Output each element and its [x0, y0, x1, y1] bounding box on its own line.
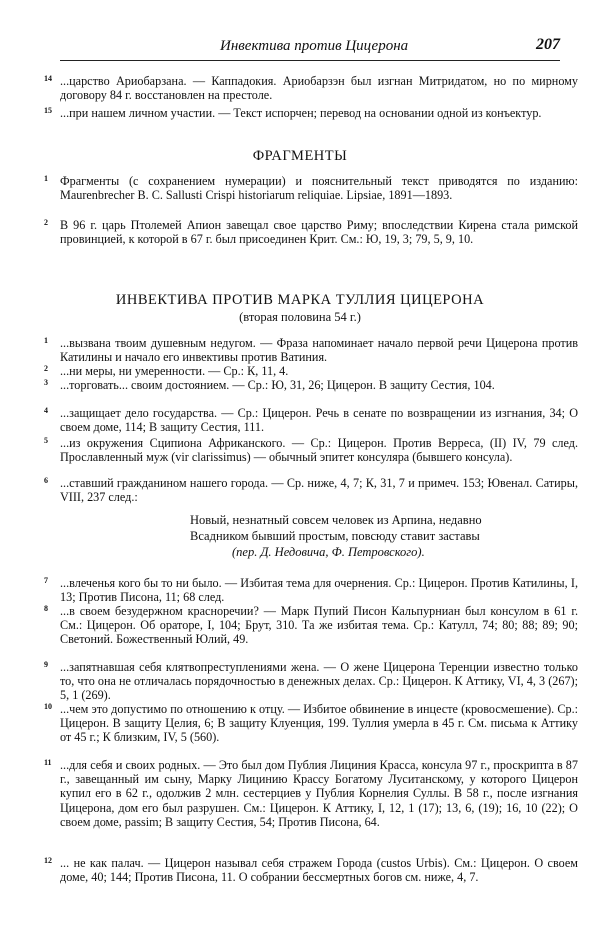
fragment-note-1 — [44, 174, 578, 203]
note-text: ...торговать... своим достоянием. — Ср.: Ю, 31, 26; Цицерон. В защиту Сестия, 104. — [60, 378, 495, 392]
note-number: 4 — [44, 406, 48, 415]
invective-subtitle: (вторая половина 54 г.) — [239, 310, 361, 324]
fragments-heading: ФРАГМЕНТЫ — [252, 148, 348, 164]
note-text: ...вызвана твоим душевным недугом. — Фраза напоминает начало первой речи Цицерона против Катилины и начало его инвективы против Ватиния. — [60, 336, 578, 365]
note-text: ...из окружения Сципиона Африканского. — Ср.: Цицерон. Против Верреса, (II) IV, 79 след. Прославленный муж (vir clarissimus) — обычный эпитет консуляра (бывшего консула). — [60, 436, 578, 465]
invective-note-9 — [44, 660, 578, 703]
note-number: 11 — [44, 758, 52, 767]
note-text: Фрагменты (с сохранением нумерации) и пояснительный текст приводятся по изданию: Maurenbrecher B. C. Sallusti Crispi historiarum reliquiae. Lipsiae, 1891—1893. — [60, 174, 578, 203]
invective-note-5 — [44, 436, 578, 465]
note-text: ...защищает дело государства. — Ср.: Цицерон. Речь в сенате по возвращении из изгнания, 34; О своем доме, 114; В защиту Сестия, 111. — [60, 406, 578, 435]
invective-note-4 — [44, 406, 578, 435]
note-text: В 96 г. царь Птолемей Апион завещал свое царство Риму; впоследствии Кирена стала римской провинцией, к которой в 67 г. был присоединен Крит. См.: Ю, 19, 3; 79, 5, 9, 10. — [60, 218, 578, 247]
note-number: 10 — [44, 702, 52, 711]
note-number: 6 — [44, 476, 48, 485]
verse-quote — [190, 512, 550, 560]
invective-note-11 — [44, 758, 578, 829]
invective-note-10 — [44, 702, 578, 745]
note-number: 5 — [44, 436, 48, 445]
invective-note-3 — [44, 378, 578, 392]
note-text: ...для себя и своих родных. — Это был дом Публия Лициния Красса, консула 97 г., проскрипта в 87 г., завещанный им сыну, Марку Лицинию Крассу Богатому Луситанскому, у которого Цицерон купил его в 62 г., одолжив 2 млн. сестерциев у Публия Корнелия Суллы. В 58 г., после изгнания Цицерона, дом его был разрушен. См.: Цицерон. К Аттику, I, 12, 1 (17); 13, 6, (19); 16, 10 (22); О своем доме, passim; В защиту Сестия, 54; Против Писона, 64. — [60, 758, 578, 829]
note-text: ...чем это допустимо по отношению к отцу. — Избитое обвинение в инцесте (кровосмешение). Ср.: Цицерон. В защиту Целия, 6; В защиту Клуенция, 199. Туллия умерла в 45 г. См. письма к Аттику от 45 г.; К близким, IV, 5 (560). — [60, 702, 578, 745]
note-number: 12 — [44, 856, 52, 865]
note-number: 3 — [44, 378, 48, 387]
fragment-note-2 — [44, 218, 578, 247]
note-text: ... не как палач. — Цицерон называл себя стражем Города (custos Urbis). См.: Цицерон. О своем доме, 40; 144; Против Писона, 11. О собрании бессмертных богов см. ниже, 4, 7. — [60, 856, 578, 885]
running-header — [60, 34, 560, 61]
invective-note-1 — [44, 336, 578, 365]
note-number: 15 — [44, 106, 52, 115]
note-number: 9 — [44, 660, 48, 669]
note-14 — [44, 74, 578, 103]
note-text: ...запятнавшая себя клятвопреступлениями жена. — О жене Цицерона Теренции известно только то, что она не отличалась порядочностью в денежных делах. Ср.: Цицерон. К Аттику, VI, 4, 3 (267); 5, 1 (269). — [60, 660, 578, 703]
invective-note-2 — [44, 364, 578, 378]
note-text: ...влеченья кого бы то ни было. — Избитая тема для очернения. Ср.: Цицерон. Против Катилины, I, 13; Против Писона, 11; 68 след. — [60, 576, 578, 605]
verse-line: Новый, незнатный совсем человек из Арпина, недавно — [190, 513, 482, 527]
note-number: 14 — [44, 74, 52, 83]
invective-note-7 — [44, 576, 578, 605]
page-number: 207 — [536, 36, 560, 53]
invective-note-6 — [44, 476, 578, 505]
note-text: ...царство Ариобарзана. — Каппадокия. Ариобарзэн был изгнан Митридатом, но по мирному договору 84 г. восстановлен на престоле. — [60, 74, 578, 103]
note-number: 1 — [44, 174, 48, 183]
note-text: ...при нашем личном участии. — Текст испорчен; перевод на основании одной из конъектур. — [60, 106, 542, 120]
invective-note-8 — [44, 604, 578, 647]
note-number: 2 — [44, 218, 48, 227]
running-title: Инвектива против Цицерона — [220, 38, 409, 54]
invective-heading: ИНВЕКТИВА ПРОТИВ МАРКА ТУЛЛИЯ ЦИЦЕРОНА — [115, 292, 485, 308]
note-number: 1 — [44, 336, 48, 345]
note-number: 8 — [44, 604, 48, 613]
note-text: ...ставший гражданином нашего города. — Ср. ниже, 4, 7; К, 31, 7 и примеч. 153; Ювенал. Сатиры, VIII, 237 след.: — [60, 476, 578, 505]
note-number: 2 — [44, 364, 48, 373]
note-number: 7 — [44, 576, 48, 585]
verse-credit: (пер. Д. Недовича, Ф. Петровского). — [232, 545, 425, 559]
verse-line: Всадником бывший простым, повсюду ставит заставы — [190, 529, 480, 543]
note-text: ...ни меры, ни умеренности. — Ср.: К, 11, 4. — [60, 364, 289, 378]
note-text: ...в своем безудержном красноречии? — Марк Пупий Писон Кальпурниан был консулом в 61 г. См.: Цицерон. Об ораторе, I, 104; Брут, 310. Та же избитая тема. Ср.: Катулл, 74; 80; 88; 89; 90; Светоний. Божественный Юлий, 49. — [60, 604, 578, 647]
invective-note-12 — [44, 856, 578, 885]
note-15 — [44, 106, 578, 120]
